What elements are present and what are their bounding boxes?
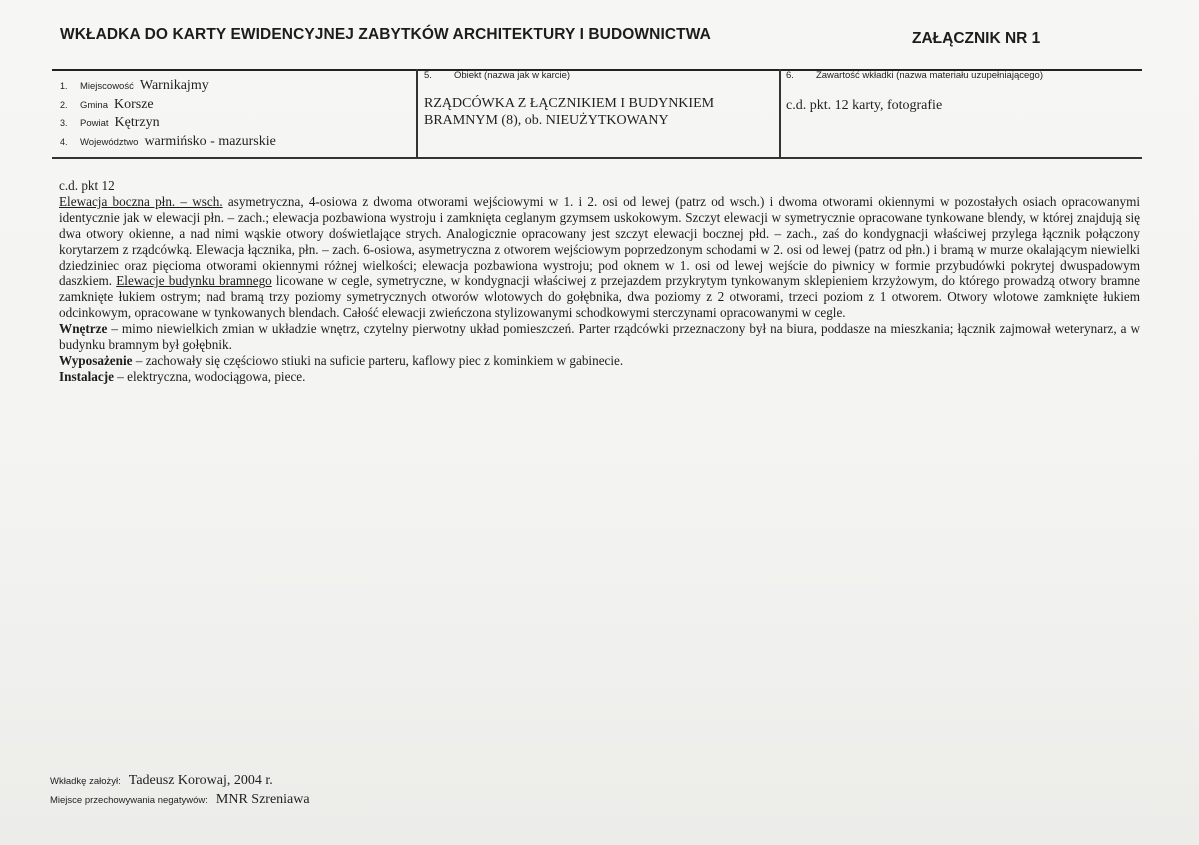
field-label: Województwo xyxy=(80,136,139,148)
field-commune xyxy=(60,97,410,116)
body-intro: c.d. pkt 12 xyxy=(59,178,115,193)
annex-number: ZAŁĄCZNIK NR 1 xyxy=(912,30,1041,47)
equipment-text: – zachowały się częściowo stiuki na suficie parteru, kaflowy piec z kominkiem w gabinecie. xyxy=(132,352,624,368)
contents-value: c.d. pkt. 12 karty, fotografie xyxy=(786,98,943,113)
elevation-gate-heading: Elewacje budynku bramnego xyxy=(116,273,272,289)
field-value: Kętrzyn xyxy=(114,115,160,130)
equipment-heading: Wyposażenie xyxy=(59,352,133,368)
column-divider-1 xyxy=(416,69,418,159)
interior-paragraph xyxy=(59,321,1140,353)
interior-text: – mimo niewielkich zmian w układzie wnętrz, czytelny pierwotny układ pomieszczeń. Parter rządcówki przeznaczony był na biura, poddasze na mieszkania; łącznik zajmował weterynarz, a w budynku bramnym był gołębnik. xyxy=(59,321,1140,353)
field-value: Korsze xyxy=(113,96,154,112)
field-label: Powiat xyxy=(80,118,109,129)
field-number: 4. xyxy=(60,136,68,147)
field-number: 5. xyxy=(424,70,432,81)
elevation-side-heading: Elewacja boczna płn. – wsch. xyxy=(59,193,223,209)
installations-text: – elektryczna, wodociągowa, piece. xyxy=(113,368,306,384)
installations-paragraph xyxy=(59,369,1140,385)
negatives-value: MNR Szreniawa xyxy=(215,792,310,807)
description-body xyxy=(59,178,1140,385)
field-label: Zawartość wkładki (nazwa materiału uzupełniającego) xyxy=(815,70,1043,81)
field-label: Gmina xyxy=(80,99,108,111)
card-title: WKŁADKA DO KARTY EWIDENCYJNEJ ZABYTKÓW ARCHITEKTURY I BUDOWNICTWA xyxy=(60,26,711,43)
contents-column-header xyxy=(786,70,1043,81)
field-number: 3. xyxy=(60,118,68,128)
card-footer xyxy=(50,773,310,811)
elevation-paragraph xyxy=(59,194,1140,321)
elevation-gate-text: licowane w cegle, symetryczne, w kondygnacji właściwej z przejazdem przykrytym tynkowanym sklepieniem krzyżowym, do którego prowadzą otwory bramne zamknięte łukiem ostrym; nad bramą trzy poziomy symetrycznych otworów wlotowych do gołębnika, dwa poziomy z 2 otworami, trzeci poziom z 1 otworem. Otwory wlotowe zamknięte łukiem odcinkowym, opracowane w tynkowanych blendach. Całość elewacji zwieńczona stylizowanymi schodkowymi sterczynami opracowanymi w cegle. xyxy=(59,273,1140,321)
object-column-header xyxy=(424,70,570,81)
interior-heading: Wnętrze xyxy=(59,321,108,337)
field-locality xyxy=(60,78,410,97)
field-number: 1. xyxy=(60,81,68,91)
author-label: Wkładkę założył: xyxy=(50,776,121,787)
field-label: Miejscowość xyxy=(80,81,134,92)
field-voivodeship xyxy=(60,134,410,153)
field-value: Warnikajmy xyxy=(139,78,209,93)
table-bottom-rule xyxy=(52,157,1142,159)
elevation-side-text: asymetryczna, 4-osiowa z dwoma otworami wejściowymi w 1. i 2. osi od lewej (patrz od wsch.) i dwoma otworami okiennymi w pozostałych osiach opracowanymi identycznie jak w elewacji płn. – zach.; elewacja pozbawiona wystroju i zamknięta ceglanym gzymsem uskokowym. Szczyt elewacji w symetrycznie opracowane tynkowane blendy, w której znajdują się dwa otwory okienne, a nad nimi wąskie otwory doświetlające strych. Analogicznie opracowany jest szczyt elewacji bocznej płd. – zach., zaś do kondygnacji właściwej przylega łącznik połączony korytarzem z rządcówką. Elewacja łącznika, płn. – zach. 6-osiowa, asymetryczna z otworem wejściowym poprzedzonym schodami w 2. osi od lewej (patrz od płn.) i bramą w murze okalającym niewielki dziedziniec oraz pięcioma otworami okiennymi różnej wielkości; elewacja pozbawiona wystroju; pod oknem w 1. osi od lewej wejście do piwnicy w formie przybudówki pokrytej dwuspadowym daszkiem. xyxy=(59,193,1140,289)
negatives-row xyxy=(50,792,310,811)
field-value: warmińsko - mazurskie xyxy=(144,133,276,149)
object-name: RZĄDCÓWKA Z ŁĄCZNIKIEM I BUDYNKIEM BRAMNYM (8), ob. NIEUŻYTKOWANY xyxy=(424,96,715,128)
field-number: 2. xyxy=(60,99,68,110)
location-fields xyxy=(60,78,410,152)
negatives-label: Miejsce przechowywania negatywów: xyxy=(50,795,208,806)
column-divider-2 xyxy=(779,69,781,159)
equipment-paragraph xyxy=(59,353,1140,369)
field-label: Obiekt (nazwa jak w karcie) xyxy=(453,70,571,81)
field-county xyxy=(60,115,410,134)
field-number: 6. xyxy=(786,70,794,81)
author-value: Tadeusz Korowaj, 2004 r. xyxy=(128,773,273,788)
installations-heading: Instalacje xyxy=(59,368,114,384)
author-row xyxy=(50,773,310,792)
